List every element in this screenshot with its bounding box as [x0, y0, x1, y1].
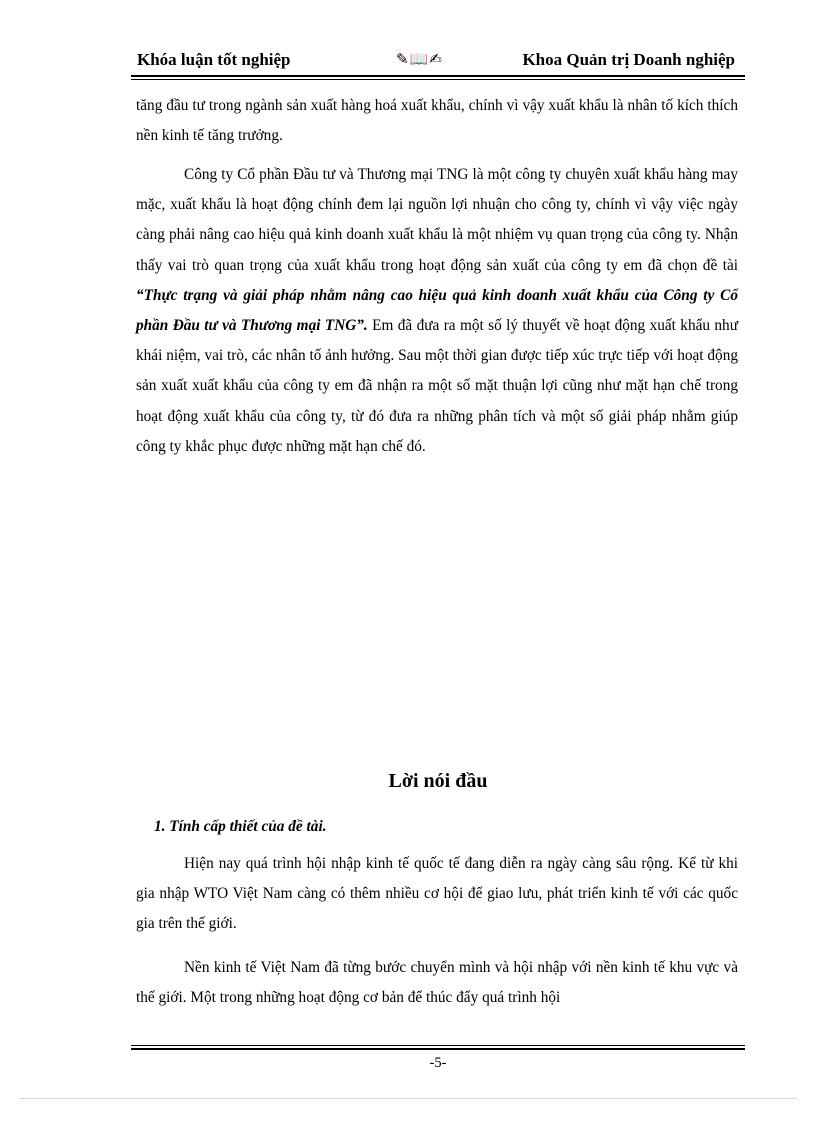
page-bottom-border	[20, 1098, 796, 1099]
paragraph-continuation	[136, 91, 738, 151]
header-rule-thick	[131, 75, 745, 77]
paragraph-urgency	[136, 849, 738, 940]
thesis-title: “Thực trạng và giải pháp nhằm nâng cao hiệu quả kinh doanh xuất khẩu của Công ty Cổ phần Đầu tư và Thương mại TNG”.	[136, 286, 738, 335]
paragraph-2-end: Em đã đưa ra một số lý thuyết về hoạt động xuất khẩu như khái niệm, vai trò, các nhân tố ảnh hưởng. Sau một thời gian được tiếp xúc trực tiếp với hoạt động sản xuất xuất khẩu của công ty em đã nhận ra một số mặt thuận lợi cũng như mặt hạn chế trong hoạt động xuất khẩu của công ty, từ đó đưa ra những phân tích và một số giải pháp nhằm giúp công ty khắc phục được những mặt hạn chế đó.	[136, 317, 738, 455]
paragraph-4-text: Nền kinh tế Việt Nam đã từng bước chuyển mình và hội nhập với nền kinh tế khu vực và thế giới. Một trong những hoạt động cơ bản để thúc đẩy quá trình hội	[136, 959, 738, 1007]
paragraph-economy	[136, 953, 738, 1013]
paragraph-1-text: tăng đầu tư trong ngành sản xuất hàng hoá xuất khẩu, chính vì vậy xuất khẩu là nhân tố kích thích nền kinh tế tăng trưởng.	[136, 97, 738, 145]
page-number: -5-	[429, 1055, 447, 1071]
book-ornament-icon: ✎📖✍	[396, 50, 443, 68]
section-title: Lời nói đầu	[388, 770, 488, 792]
footer-rule-thin	[131, 1045, 745, 1046]
paragraph-2-start: Công ty Cổ phần Đầu tư và Thương mại TNG là một công ty chuyên xuất khẩu hàng may mặc, xuất khẩu là hoạt động chính đem lại nguồn lợi nhuận cho công ty, chính vì vậy việc ngày càng phải nâng cao hiệu quả kinh doanh xuất khẩu là một nhiệm vụ quan trọng của công ty. Nhận thấy vai trò quan trọng của xuất khẩu trong hoạt động sản xuất của công ty em đã chọn đề tài	[136, 166, 738, 274]
paragraph-2-text	[136, 160, 738, 462]
header-rule-thin	[131, 79, 745, 80]
header-thesis-label: Khóa luận tốt nghiệp	[137, 50, 291, 69]
page-header	[131, 48, 745, 74]
subsection-heading: 1. Tính cấp thiết của đề tài.	[154, 818, 327, 835]
footer-rule-thick	[131, 1048, 745, 1050]
header-faculty-label: Khoa Quản trị Doanh nghiệp	[522, 50, 735, 69]
paragraph-company	[136, 160, 738, 462]
paragraph-3-text: Hiện nay quá trình hội nhập kinh tế quốc tế đang diễn ra ngày càng sâu rộng. Kể từ khi gia nhập WTO Việt Nam càng có thêm nhiều cơ hội để giao lưu, phát triển kinh tế với các quốc gia trên thế giới.	[136, 855, 738, 933]
